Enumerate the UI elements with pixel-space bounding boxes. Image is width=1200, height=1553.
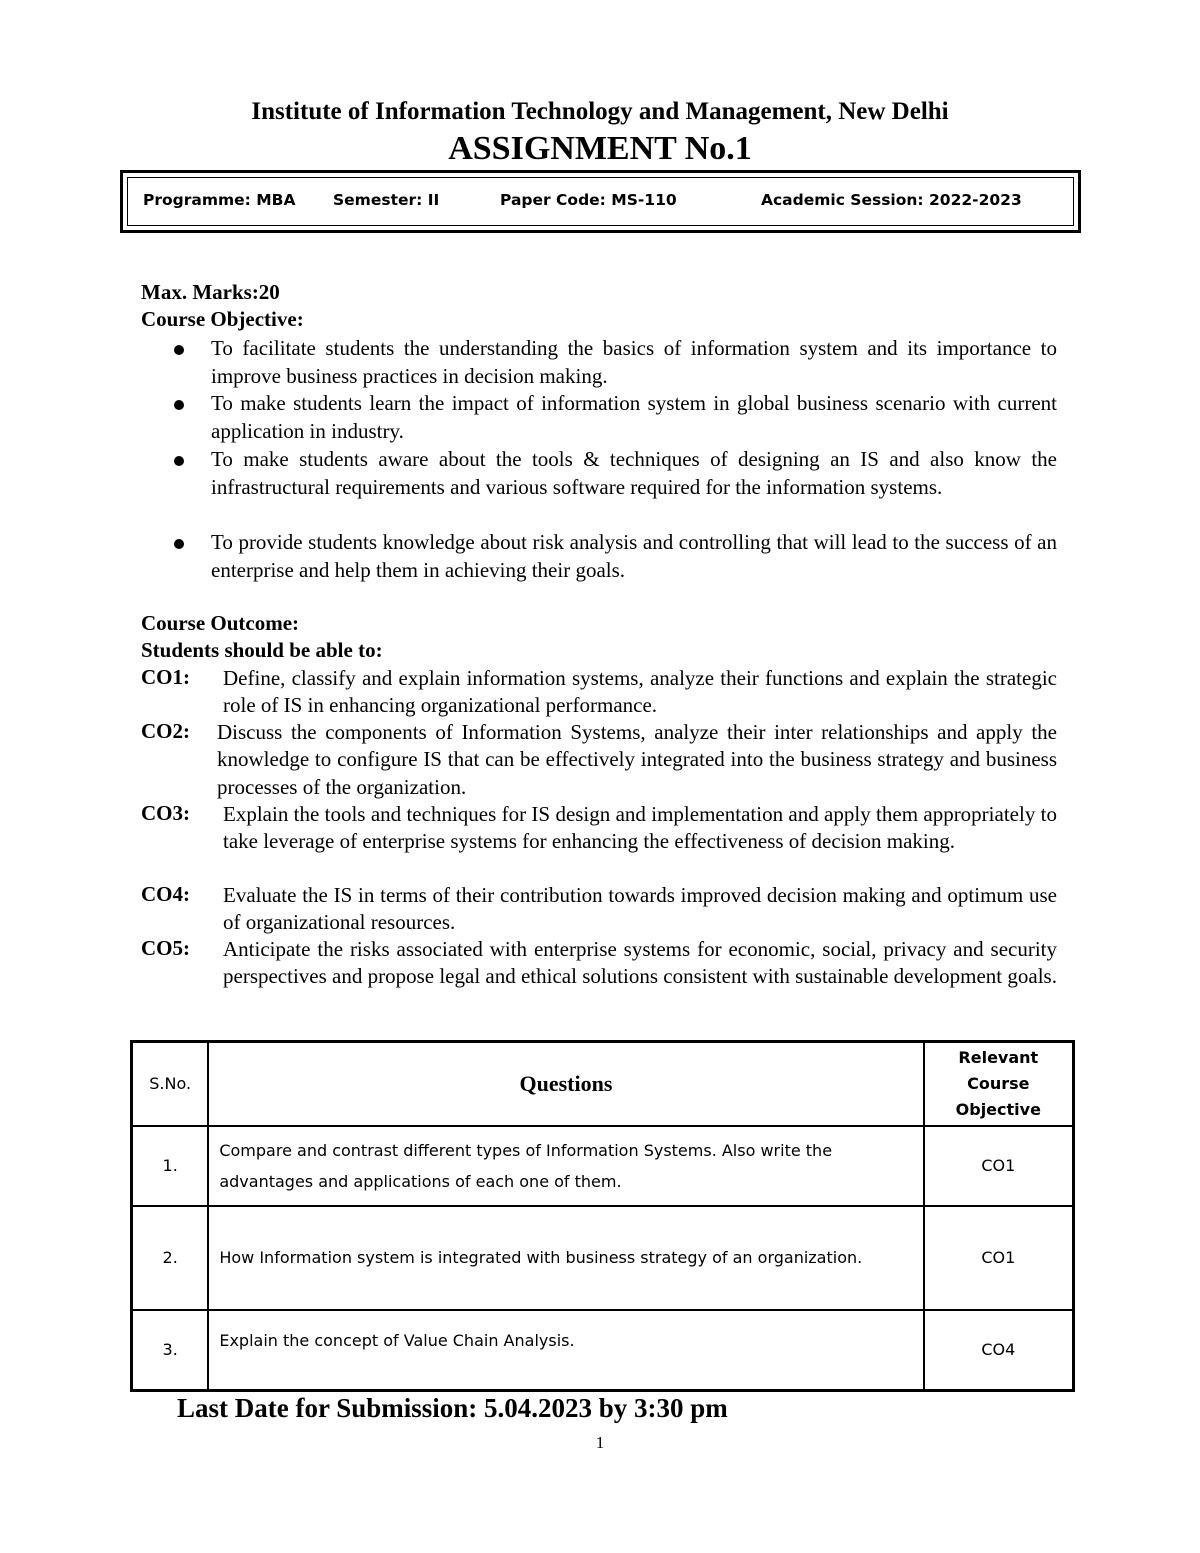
co-text: Discuss the components of Information Systems, analyze their inter relationships and apply the knowledge to configure IS that can be effectively integrated into the business strategy and business processes of the organization. <box>217 720 1057 799</box>
max-marks: Max. Marks:20 <box>141 280 280 304</box>
programme: Programme: MBA <box>143 191 296 209</box>
row-co: CO1 <box>924 1206 1074 1310</box>
course-outcome-heading: Course Outcome: <box>141 611 300 635</box>
objective-item: To make students aware about the tools & techniques of designing an IS and also know the infrastructural requirements and various software required for the information systems. <box>211 447 1057 499</box>
questions-table <box>130 1040 1075 1392</box>
bullet-icon <box>174 539 184 549</box>
co-text: Anticipate the risks associated with enterprise systems for economic, social, privacy and security perspectives and propose legal and ethical solutions consistent with sustainable development goals. <box>223 937 1057 989</box>
row-co: CO1 <box>924 1126 1074 1206</box>
bullet-icon <box>174 456 184 466</box>
row-co: CO4 <box>924 1310 1074 1391</box>
table-row <box>132 1310 1074 1391</box>
row-question: Compare and contrast different types of Information Systems. Also write the advantages and applications of each one of them. <box>208 1126 923 1206</box>
row-question: Explain the concept of Value Chain Analysis. <box>208 1310 923 1391</box>
bullet-icon <box>174 345 184 355</box>
co-label: CO5: <box>141 936 190 960</box>
info-box <box>120 170 1081 233</box>
row-question: How Information system is integrated with business strategy of an organization. <box>208 1206 923 1310</box>
co-text: Explain the tools and techniques for IS design and implementation and apply them appropriately to take leverage of enterprise systems for enhancing the effectiveness of decision making. <box>223 802 1057 854</box>
academic-session: Academic Session: 2022-2023 <box>761 191 1022 209</box>
co-text: Evaluate the IS in terms of their contribution towards improved decision making and optimum use of organizational resources. <box>223 883 1057 935</box>
table-row <box>132 1206 1074 1310</box>
assignment-title: ASSIGNMENT No.1 <box>448 130 752 167</box>
row-sno: 3. <box>132 1310 209 1391</box>
course-outcome-subheading: Students should be able to: <box>141 638 383 662</box>
row-sno: 1. <box>132 1126 209 1206</box>
submission-deadline: Last Date for Submission: 5.04.2023 by 3:30 pm <box>177 1393 728 1423</box>
objective-header: Relevant Course Objective <box>924 1042 1074 1126</box>
course-objective-heading: Course Objective: <box>141 307 304 331</box>
co-label: CO3: <box>141 801 190 825</box>
page-number: 1 <box>595 1433 605 1452</box>
table-row <box>132 1126 1074 1206</box>
co-label: CO2: <box>141 719 190 743</box>
objective-item: To make students learn the impact of information system in global business scenario with current application in industry. <box>211 391 1057 443</box>
paper-code: Paper Code: MS-110 <box>500 191 677 209</box>
semester: Semester: II <box>333 191 440 209</box>
co-label: CO1: <box>141 665 190 689</box>
co-text: Define, classify and explain information systems, analyze their functions and explain the strategic role of IS in enhancing organizational performance. <box>223 666 1057 718</box>
table-header-row <box>132 1042 1074 1126</box>
co-label: CO4: <box>141 882 190 906</box>
institute-name: Institute of Information Technology and Management, New Delhi <box>251 98 949 125</box>
row-sno: 2. <box>132 1206 209 1310</box>
bullet-icon <box>174 400 184 410</box>
objective-item: To facilitate students the understanding the basics of information system and its importance to improve business practices in decision making. <box>211 336 1057 388</box>
sno-header: S.No. <box>132 1042 209 1126</box>
questions-header: Questions <box>208 1042 923 1126</box>
objective-item: To provide students knowledge about risk analysis and controlling that will lead to the success of an enterprise and help them in achieving their goals. <box>211 530 1057 582</box>
